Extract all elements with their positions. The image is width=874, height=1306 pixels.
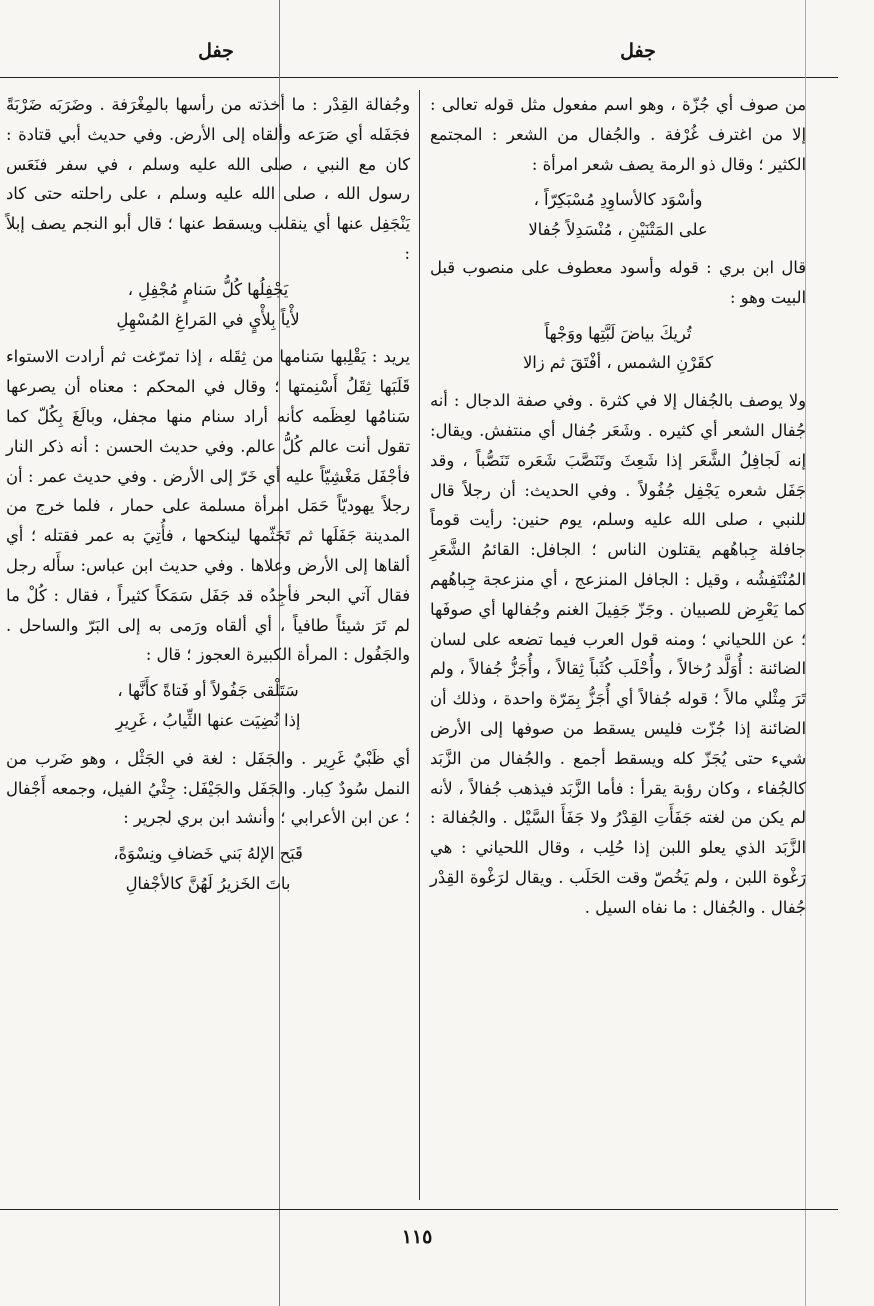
page-number: ١١٥ [401, 1226, 433, 1248]
verse-line: باتَ الخَزيرُ لَهُنَّ كالأجْفالِ [125, 873, 291, 893]
footer-rule [0, 1209, 838, 1210]
left-column [6, 90, 410, 907]
verse-line: يَجْفِلُها كُلُّ سَنامٍ مُجْفِلِ ، [127, 279, 289, 299]
poetry-verse [6, 676, 410, 736]
poetry-verse [430, 319, 806, 379]
verse-line: إذا نُضِيَت عنها الثِّيابُ ، غَرِيرِ [115, 710, 301, 730]
column-divider [419, 90, 420, 1200]
paragraph: يريد : يَقْلِبها سَنامها من ثِقَله ، إذا تمرّغت ثم أرادت الاستواء قَلَبَها ثِقَلُ أَسْنِمتها ؛ وقال في المحكم : معناه أن يصرعها سَنامُها لعِظَمه كأنه أراد سنام منها مجفل، وبالَغَ بِكُلّ كما تقول أنت عالم كُلُّ عالم. وفي حديث الحسن : أنه ذكر النار فأجْفَل مَغْشِيّاً عليه أي خَرّ إلى الأرض . وفي حديث عمر : أن رجلاً يهوديّاً حَمَل امرأة مسلمة على حمار ، فلما خرج من المدينة جَفَلَها ثم تَجَثّمها لينكحها ، فأُتِيَ به عمر فقتله ؛ أي ألقاها إلى الأرض وعلاها . وفي حديث ابن عباس: سأَله رجل فقال آتي البحر فأجِدُه قد جَفَل سَمَكاً كثيراً ، فقال : كُلْ ما لم تَرَ شيئاً طافياً ، أي ألقاه ورَمى به إلى البَرّ والساحل . والجَفُول : المرأة الكبيرة العجوز ؛ قال : [6, 347, 410, 665]
paragraph: وجُفالة القِدْر : ما أخذته من رأسها بالمِغْرَفة . وضَرَبَه ضَرْبَةً فجَفَله أي صَرَعه وألقاه إلى الأرض. وفي حديث أبي قتادة : كان مع النبي ، صلى الله عليه وسلم ، في سفر فنَعَس رسول الله ، صلى الله عليه وسلم ، على راحلته حتى كاد يَنْجَفِل عنها أي ينقلب ويسقط عنها ؛ قال أبو النجم يصف إبلاً : [6, 95, 410, 263]
right-column [430, 90, 806, 923]
header-rule [0, 77, 838, 78]
verse-line: قَبَح الإلهُ بَني خَضافِ ونِسْوَةً، [113, 844, 303, 864]
paragraph: قال ابن بري : قوله وأسود معطوف على منصوب قبل البيت وهو : [430, 257, 806, 307]
paragraph: ولا يوصف بالجُفال إلا في كثرة . وفي صفة الدجال : أنه جُفال الشعر أي كثيره . وشَعَر جُفال أي منتفش. ويقال: إنه لَجافِلُ الشَّعَر إذا شَعِثَ وتَنَصَّبَ شَعَره تَنَصُّباً ، وقد جَفَل شعره يَجْفِل جُفُولاً . وفي الحديث: أن رجلاً قال للنبي ، صلى الله عليه وسلم، يوم حنين: رأيت قوماً جافلة جِباهُهم يقتلون الناس ؛ الجافل: القائمُ الشَّعَرِ المُنْتَفِشُه ، وقيل : الجافل المنزعج ، أي منزعجة جِباهُهم كما يَعْرِض للصبيان . وجَزّ جَفِيلَ الغنم وجُفالها أي صوفَها ؛ عن اللحياني ؛ ومنه قول العرب فيما تضعه على لسان الضائنة : أُوَلَّد رُخالاً ، وأُحْلَب كُثَباً ثِقالاً ، وأُجَزُّ جُفالاً ، ولم تَرَ مِثْلي مالاً ؛ قوله جُفالاً أي أُجَزُّ بِمَرّة واحدة ، وذلك أن الضائنة إذا جُزّت فليس يسقط من صوفها إلى الأرض شيء حتى يُجَزّ كله ويسقط أجمع . والجُفال من الزَّبَد كالجُفاء ، وكان رؤبة يقرأ : فأما الزَّبَد فيذهب جُفالاً ، لأنه لم يكن من لغته جَفَأَتِ القِدْرُ ولا جَفَأَ السَّيْل . والجُفالة : الزَّبَد الذي يعلو اللبن إذا حُلِب ، وقال اللحياني : هي رَغْوة اللبن ، ولم يَخُصّ وقت الحَلَب . ويقال لرَغْوة القِدْر جُفال . والجُفال : ما نفاه السيل . [430, 391, 806, 917]
verse-line: كقَرْنِ الشمس ، أفْتَقَ ثم زالا [522, 353, 714, 373]
verse-line: وأسْوَد كالأساوِدِ مُسْبَكِرّاً ، [533, 190, 703, 210]
header-entry-word-left: جفل [198, 40, 234, 62]
poetry-verse [6, 275, 410, 335]
verse-line: على المَتْنَيْنِ ، مُنْسَدِلاً جُفالا [528, 220, 708, 240]
verse-line: تُريكَ بياضَ لَبَّتِها ووَجْهاً [544, 323, 692, 343]
paragraph: من صوف أي جُزّة ، وهو اسم مفعول مثل قوله تعالى : إلا من اغترف غُرْفة . والجُفال من الشعر : المجتمع الكثير ؛ وقال ذو الرمة يصف شعر امرأة : [430, 95, 806, 174]
verse-line: لأْياً بِلأْيٍ في المَراغِ المُسْهِلِ [116, 309, 300, 329]
header-entry-word-right: جفل [620, 40, 656, 62]
poetry-verse [6, 839, 410, 899]
verse-line: سَتَلْقى جَفُولاً أو فَتاةً كأَنَّها ، [117, 681, 299, 701]
paragraph: أي ظَبْيٌ غَرِير . والجَفَل : لغة في الجَثْل ، وهو ضَرب من النمل سُودٌ كِبار. والجَفَل والجَيْفَل: جِثْيُ الفيل، وجمعه أَجْفال ؛ عن ابن الأعرابي ؛ وأنشد ابن بري لجرير : [6, 748, 410, 828]
poetry-verse [430, 185, 806, 245]
